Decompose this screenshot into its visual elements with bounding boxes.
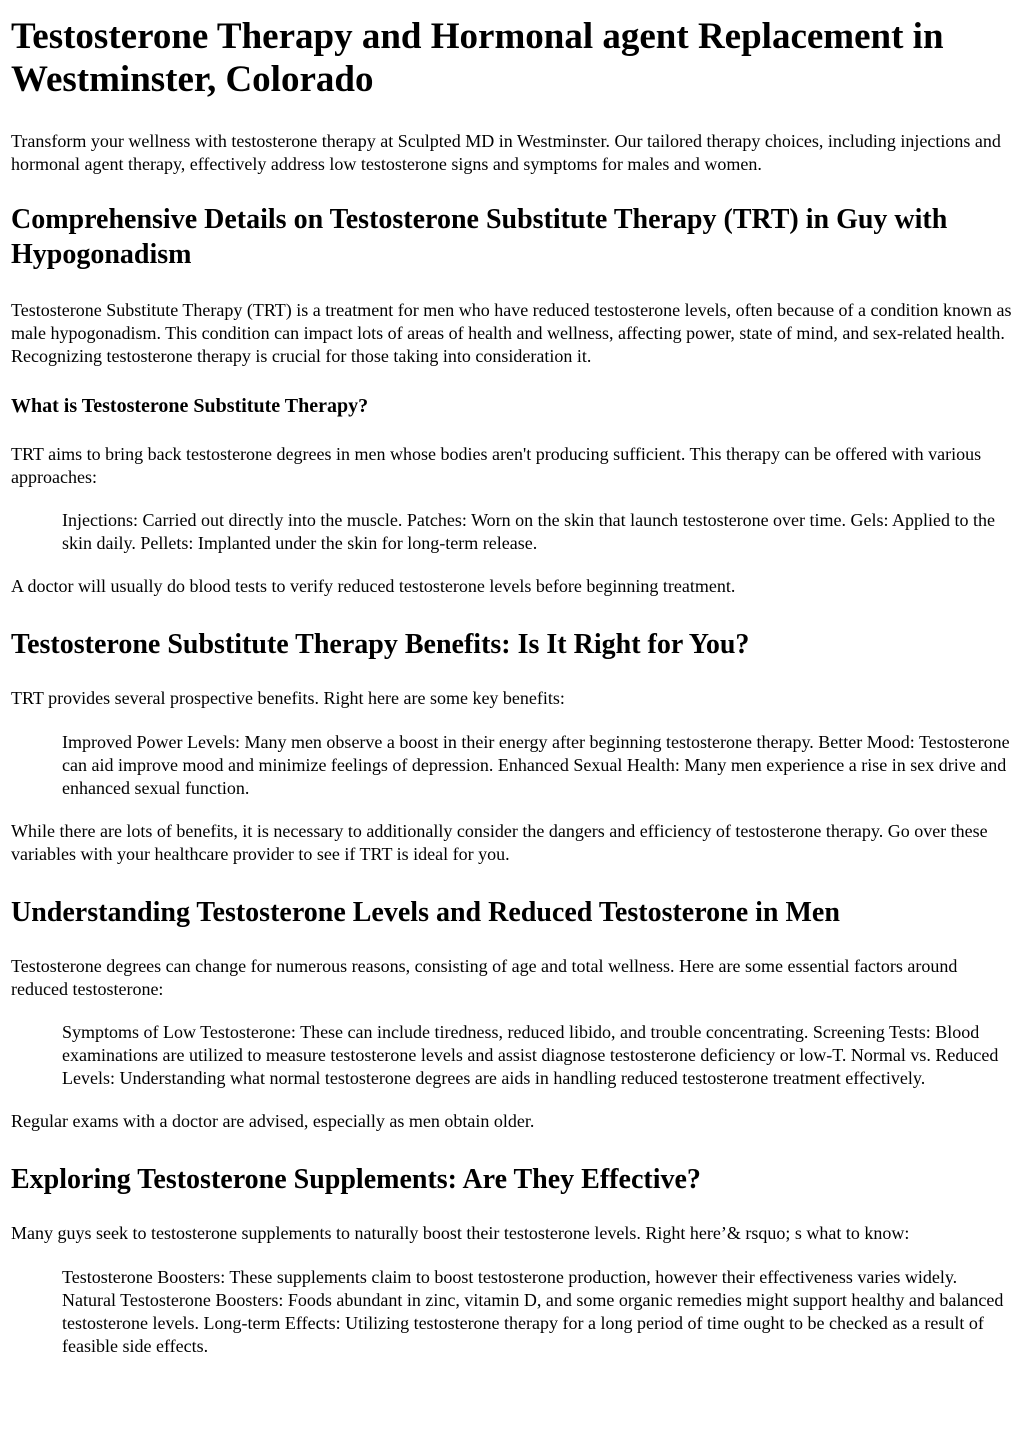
section-paragraph: Many guys seek to testosterone supplements to naturally boost their testosterone levels. Right here’& rsquo; s what to know: [11, 1223, 910, 1243]
section-heading-supplements: Exploring Testosterone Supplements: Are They Effective? [11, 1164, 701, 1195]
subsection-heading-what-is-trt: What is Testosterone Substitute Therapy? [11, 395, 369, 417]
section-paragraph: Regular exams with a doctor are advised, especially as men obtain older. [11, 1111, 535, 1131]
page-title: Testosterone Therapy and Hormonal agent Replacement in Westminster, Colorado [11, 16, 944, 100]
section-paragraph: TRT provides several prospective benefits. Right here are some key benefits: [11, 688, 565, 708]
levels-quote: Symptoms of Low Testosterone: These can include tiredness, reduced libido, and trouble concentrating. Screening Tests: Blood examinations are utilized to measure testosterone levels and assist diagnose testosterone deficiency or low-T. Normal vs. Reduced Levels: Understanding what normal testosterone degrees are aids in handling reduced testosterone treatment effectively. [62, 1022, 999, 1088]
section-paragraph: Testosterone Substitute Therapy (TRT) is a treatment for men who have reduced testosterone levels, often because of a condition known as male hypogonadism. This condition can impact lots of areas of health and wellness, affecting power, state of mind, and sex-related health. Recognizing testosterone therapy is crucial for those taking into consideration it. [11, 300, 1012, 366]
section-heading-testosterone-levels: Understanding Testosterone Levels and Reduced Testosterone in Men [11, 897, 840, 928]
supplements-quote: Testosterone Boosters: These supplements claim to boost testosterone production, however their effectiveness varies widely. Natural Testosterone Boosters: Foods abundant in zinc, vitamin D, and some organic remedies might support healthy and balanced testosterone levels. Long-term Effects: Utilizing testosterone therapy for a long period of time ought to be checked as a result of feasible side effects. [62, 1267, 1004, 1356]
intro-paragraph: Transform your wellness with testosterone therapy at Sculpted MD in Westminster. Our tailored therapy choices, including injections and hormonal agent therapy, effectively address low testosterone signs and symptoms for males and women. [11, 131, 1001, 174]
section-heading-trt-benefits: Testosterone Substitute Therapy Benefits: Is It Right for You? [11, 629, 750, 660]
section-heading-trt-details: Comprehensive Details on Testosterone Substitute Therapy (TRT) in Guy with Hypogonadism [11, 204, 948, 270]
section-paragraph: Testosterone degrees can change for numerous reasons, consisting of age and total wellness. Here are some essential factors around reduced testosterone: [11, 956, 958, 999]
article [11, 15, 1014, 1358]
benefits-quote: Improved Power Levels: Many men observe a boost in their energy after beginning testosterone therapy. Better Mood: Testosterone can aid improve mood and minimize feelings of depression. Enhanced Sexual Health: Many men experience a rise in sex drive and enhanced sexual function. [62, 732, 1010, 798]
section-paragraph: While there are lots of benefits, it is necessary to additionally consider the dangers and efficiency of testosterone therapy. Go over these variables with your healthcare provider to see if TRT is ideal for you. [11, 821, 988, 864]
section-paragraph: A doctor will usually do blood tests to verify reduced testosterone levels before beginning treatment. [11, 576, 736, 596]
section-paragraph: TRT aims to bring back testosterone degrees in men whose bodies aren't producing sufficient. This therapy can be offered with various approaches: [11, 444, 982, 487]
methods-quote: Injections: Carried out directly into the muscle. Patches: Worn on the skin that launch testosterone over time. Gels: Applied to the skin daily. Pellets: Implanted under the skin for long-term release. [62, 510, 996, 553]
